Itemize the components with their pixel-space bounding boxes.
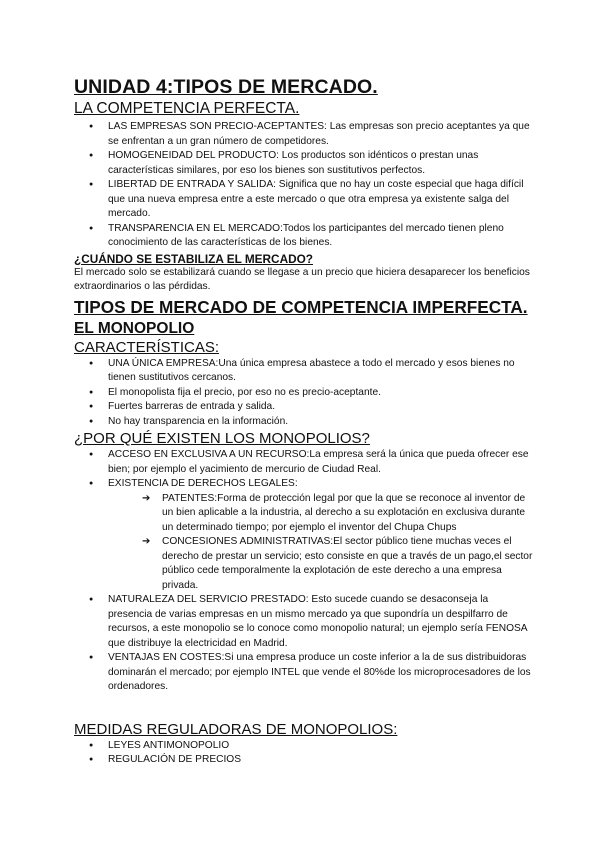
heading-por-que-monopolios: ¿POR QUÉ EXISTEN LOS MONOPOLIOS? [74, 430, 370, 447]
list-item: ● UNA ÚNICA EMPRESA:Una única empresa abastece a todo el mercado y esos bienes no tienen sustitutivos cercanos. [74, 357, 534, 386]
list-item: ● REGULACIÓN DE PRECIOS [74, 753, 534, 768]
list-item: ● El monopolista fija el precio, por eso no es precio-aceptante. [74, 386, 534, 401]
document-page [74, 76, 534, 768]
list-item: ● No hay transparencia en la información. [74, 415, 534, 430]
list-competencia-perfecta [74, 120, 534, 251]
sublist-derechos-legales [108, 492, 534, 594]
list-item: ● VENTAJAS EN COSTES:Si una empresa produce un coste inferior a la de sus distribuidoras dominarán el mercado; por ejemplo INTEL que vende el 80%de los microprocesadores de los ordenadores. [74, 651, 534, 695]
list-caracteristicas [74, 357, 534, 430]
sub-list-item: ➔ CONCESIONES ADMINISTRATIVAS:El sector público tiene muchas veces el derecho de prestar un servicio; esto consiste en que a través de un pago,el sector público cede temporalmente la explotación de este derecho a una empresa privada. [142, 535, 534, 593]
list-por-que-monopolios [74, 448, 534, 492]
list-item: ● TRANSPARENCIA EN EL MERCADO:Todos los participantes del mercado tienen pleno conocimiento de las características de los bienes. [74, 222, 534, 251]
list-item: ● LIBERTAD DE ENTRADA Y SALIDA: Significa que no hay un coste especial que haga difícil que una nueva empresa entre a este mercado o que otra empresa ya existente salga del mercado. [74, 178, 534, 222]
list-item: ● ACCESO EN EXCLUSIVA A UN RECURSO:La empresa será la única que pueda ofrecer ese bien; por ejemplo el yacimiento de mercurio de Ciudad Real. [74, 448, 534, 477]
heading-competencia-perfecta: LA COMPETENCIA PERFECTA. [74, 100, 300, 117]
heading-monopolio: EL MONOPOLIO [74, 319, 195, 337]
list-item [74, 477, 534, 492]
list-item: ● LEYES ANTIMONOPOLIO [74, 739, 534, 754]
list-item: ● LAS EMPRESAS SON PRECIO-ACEPTANTES: Las empresas son precio aceptantes ya que se enfrentan a un gran número de competidores. [74, 120, 534, 149]
heading-caracteristicas: CARACTERÍSTICAS: [74, 338, 220, 356]
heading-estabiliza: ¿CUÁNDO SE ESTABILIZA EL MERCADO? [74, 251, 313, 266]
list-item: ● Fuertes barreras de entrada y salida. [74, 400, 534, 415]
heading-medidas-reguladoras: MEDIDAS REGULADORAS DE MONOPOLIOS: [74, 720, 398, 738]
spacer [74, 695, 534, 721]
paragraph-estabiliza: El mercado solo se estabilizará cuando se llegase a un precio que hiciera desaparecer los beneficios extraordinarios o las pérdidas. [74, 266, 530, 292]
list-item-text: EXISTENCIA DE DERECHOS LEGALES: [108, 478, 298, 489]
sub-list-item: ➔ PATENTES:Forma de protección legal por que la que se reconoce al inventor de un bien aplicable a la industria, al derecho a su explotación en exclusiva durante un determinado tiempo; por ejemplo el inventor del Chupa Chups [142, 492, 534, 536]
list-por-que-monopolios-cont [74, 593, 534, 695]
heading-competencia-imperfecta: TIPOS DE MERCADO DE COMPETENCIA IMPERFECTA. [74, 296, 528, 317]
list-item: ● NATURALEZA DEL SERVICIO PRESTADO: Esto sucede cuando se desaconseja la presencia de varias empresas en un mismo mercado ya que supondría un despilfarro de recursos, a este monopolio se lo conoce como monopolio natural; un ejemplo sería FENOSA que distribuye la electricidad en Madrid. [74, 593, 534, 651]
list-item: ● HOMOGENEIDAD DEL PRODUCTO: Los productos son idénticos o prestan unas características similares, por eso los bienes son sustitutivos perfectos. [74, 149, 534, 178]
list-medidas-reguladoras [74, 739, 534, 768]
page-title: UNIDAD 4:TIPOS DE MERCADO. [74, 76, 378, 98]
